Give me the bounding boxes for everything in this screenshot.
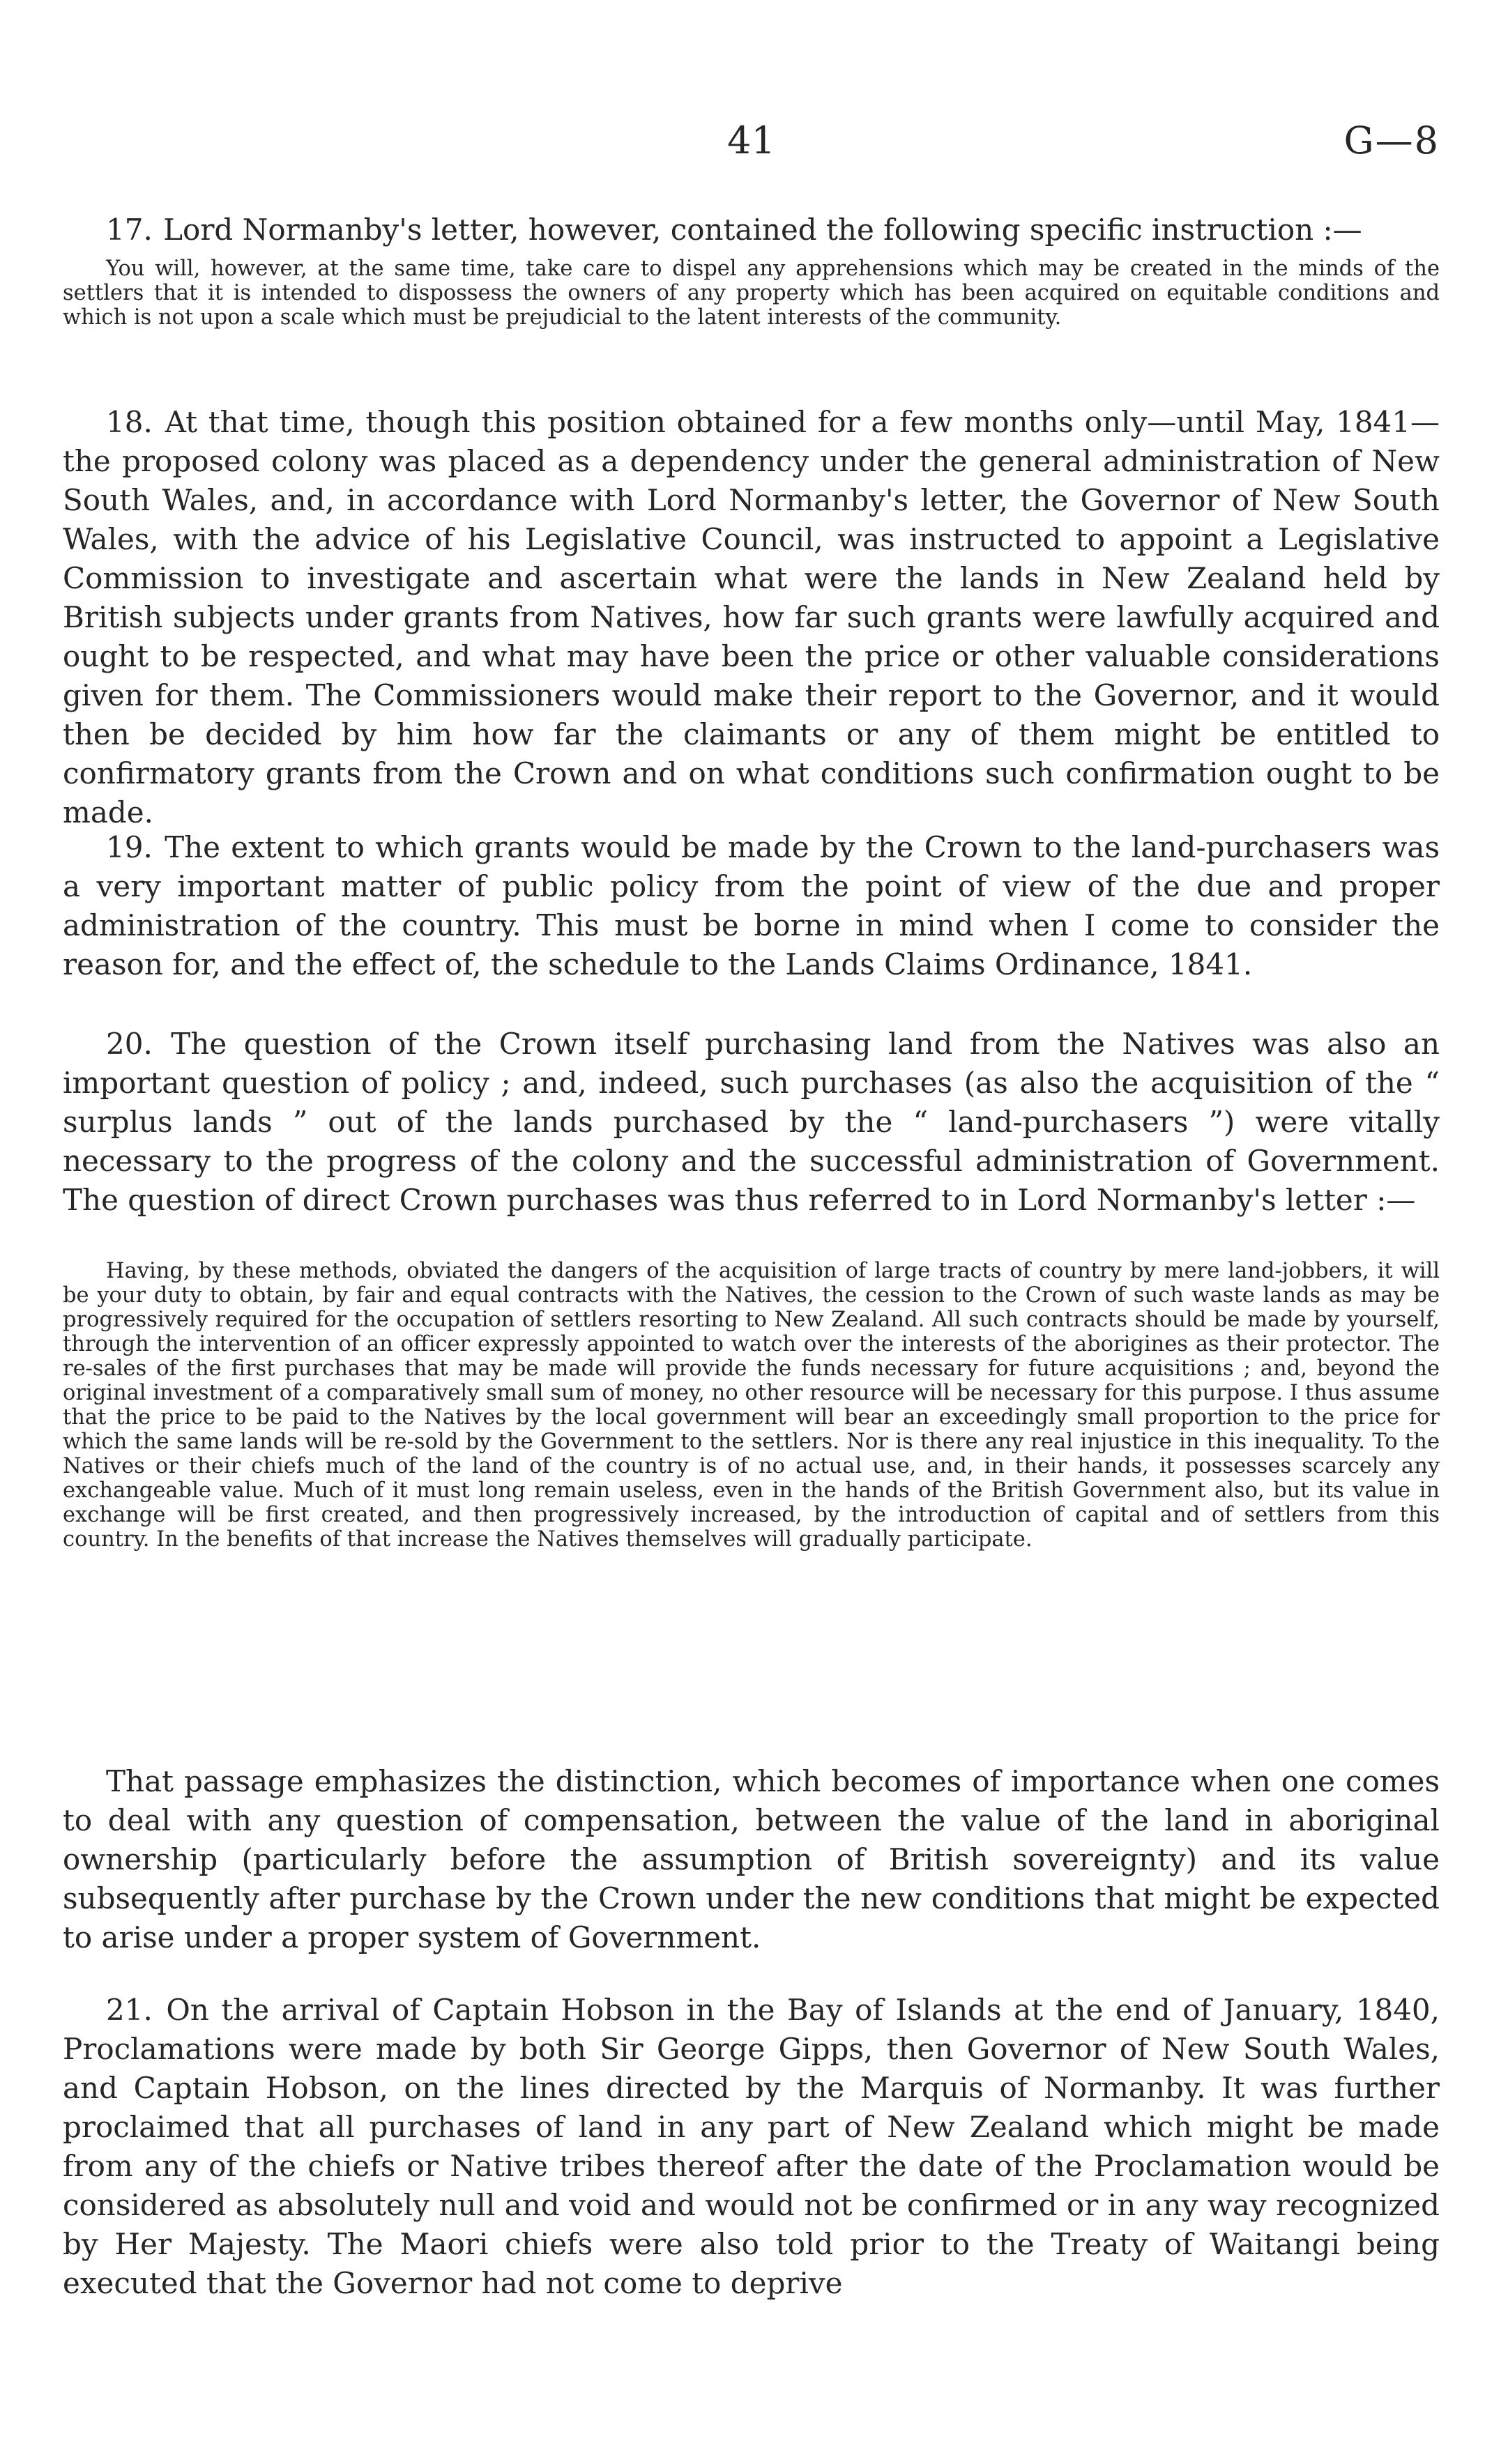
paragraph-20 bbox=[63, 1025, 1440, 1220]
paragraph-number: 18. bbox=[106, 405, 153, 439]
quote-text: Having, by these methods, obviated the dangers of the acquisition of large tracts of country by mere land-jobbers, it will be your duty to obtain, by fair and equal contracts with the Natives, the cession to the Crown of such waste lands as may be progressively required for the occupation of settlers resorting to New Zealand. All such contracts should be made by yourself, through the intervention of an officer expressly appointed to watch over the interests of the aborigines as their protector. The re-sales of the first purchases that may be made will provide the funds necessary for future acquisitions ; and, beyond the original investment of a comparatively small sum of money, no other resource will be necessary for this purpose. I thus assume that the price to be paid to the Natives by the local government will bear an exceedingly small proportion to the price for which the same lands will be re-sold by the Government to the settlers. Nor is there any real injustice in this inequality. To the Natives or their chiefs much of the land of the country is of no actual use, and, in their hands, it possesses scarcely any exchangeable value. Much of it must long remain useless, even in the hands of the British Government also, but its value in exchange will be first created, and then progressively increased, by the introduction of capital and of settlers from this country. In the benefits of that increase the Natives themselves will gradually participate. bbox=[63, 1259, 1440, 1552]
quote-normanby-instruction bbox=[63, 257, 1440, 330]
paragraph-number: 21. bbox=[106, 1993, 153, 2027]
paragraph-19 bbox=[63, 828, 1440, 984]
document-page bbox=[63, 0, 1440, 2464]
paragraph-text: Lord Normanby's letter, however, contained the following specific instruction :— bbox=[163, 213, 1362, 247]
paragraph-text: That passage emphasizes the distinction, which becomes of importance when one comes to deal with any question of compensation, between the value of the land in aboriginal ownership (particularly before the assumption of British sovereignty) and its value subsequently after purchase by the Crown under the new conditions that might be expected to arise under a proper system of Government. bbox=[63, 1764, 1440, 1954]
page-number: 41 bbox=[727, 118, 775, 162]
paragraph-text: The question of the Crown itself purchasing land from the Natives was also an important question of policy ; and, indeed, such purchases (as also the acquisition of the “ surplus lands ” out of the lands purchased by the “ land-purchasers ”) were vitally necessary to the progress of the colony and the successful administration of Government. The question of direct Crown purchases was thus referred to in Lord Normanby's letter :— bbox=[63, 1027, 1440, 1217]
paragraph-number: 19. bbox=[106, 830, 153, 864]
paragraph-commentary bbox=[63, 1762, 1440, 1957]
paragraph-text: On the arrival of Captain Hobson in the Bay of Islands at the end of January, 1840, Proclamations were made by both Sir George Gipps, then Governor of New South Wales, and Captain Hobson, on the lines directed by the Marquis of Normanby. It was further proclaimed that all purchases of land in any part of New Zealand which might be made from any of the chiefs or Native tribes thereof after the date of the Proclamation would be considered as absolutely null and void and would not be confirmed or in any way recognized by Her Majesty. The Maori chiefs were also told prior to the Treaty of Waitangi being executed that the Governor had not come to deprive bbox=[63, 1993, 1440, 2300]
document-code: G—8 bbox=[1343, 118, 1440, 162]
paragraph-number: 20. bbox=[106, 1027, 153, 1061]
paragraph-21 bbox=[63, 1991, 1440, 2303]
paragraph-18 bbox=[63, 403, 1440, 832]
paragraph-number: 17. bbox=[106, 213, 153, 247]
paragraph-17 bbox=[63, 211, 1440, 250]
paragraph-text: At that time, though this position obtained for a few months only—until May, 1841—the proposed colony was placed as a dependency under the general administration of New South Wales, and, in accordance with Lord Normanby's letter, the Governor of New South Wales, with the advice of his Legislative Council, was instructed to appoint a Legislative Commission to investigate and ascertain what were the lands in New Zealand held by British subjects under grants from Natives, how far such grants were lawfully acquired and ought to be respected, and what may have been the price or other valuable considerations given for them. The Commissioners would make their report to the Governor, and it would then be decided by him how far the claimants or any of them might be entitled to confirmatory grants from the Crown and on what conditions such confirmation ought to be made. bbox=[63, 405, 1440, 829]
quote-crown-purchases bbox=[63, 1259, 1440, 1552]
paragraph-text: The extent to which grants would be made by the Crown to the land-purchasers was a very important matter of public policy from the point of view of the due and proper administration of the country. This must be borne in mind when I come to consider the reason for, and the effect of, the schedule to the Lands Claims Ordinance, 1841. bbox=[63, 830, 1440, 981]
quote-text: You will, however, at the same time, take care to dispel any apprehensions which may be created in the minds of the settlers that it is intended to dispossess the owners of any property which has been acquired on equitable conditions and which is not upon a scale which must be prejudicial to the latent interests of the community. bbox=[63, 257, 1440, 330]
